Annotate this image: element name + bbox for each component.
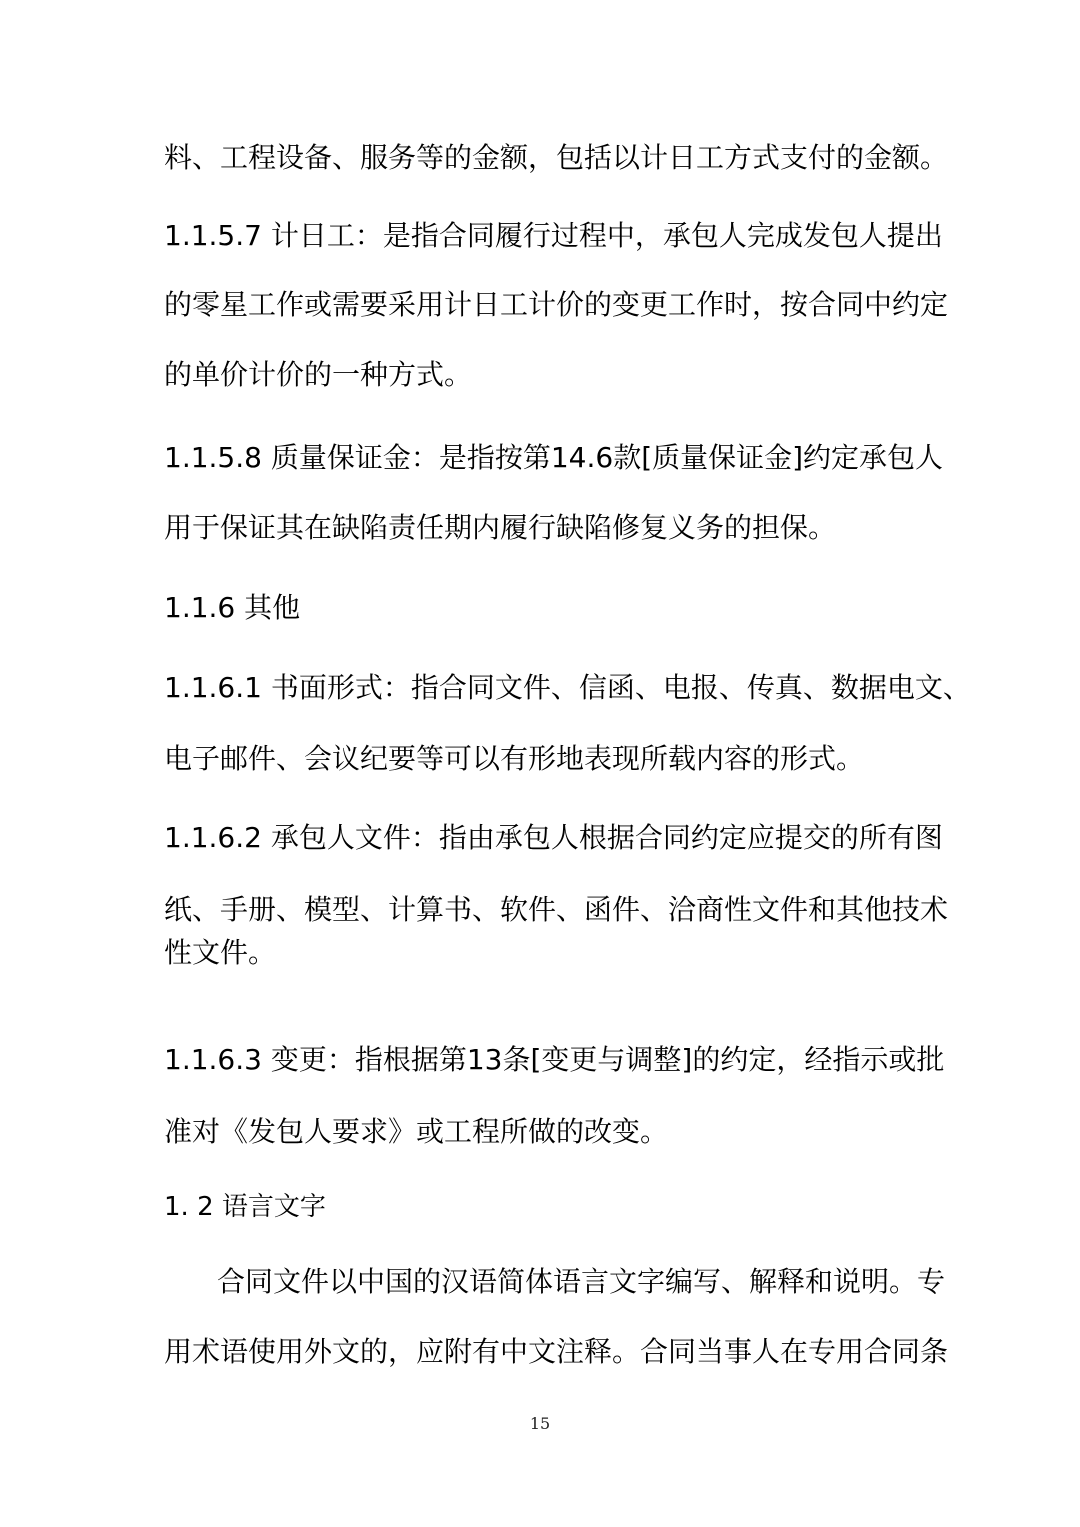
body-text-line: 用术语使用外文的，应附有中文注释。合同当事人在专用合同条 — [164, 1335, 949, 1368]
page-number: 15 — [529, 1414, 551, 1433]
clause-1-1-5-8: 1.1.5.8 质量保证金：是指按第14.6款[质量保证金]约定承包人 — [164, 441, 944, 474]
clause-1-1-6-3: 1.1.6.3 变更：指根据第13条[变更与调整]的约定，经指示或批 — [164, 1043, 945, 1076]
body-text-line: 准对《发包人要求》或工程所做的改变。 — [164, 1115, 669, 1148]
body-text-line: 性文件。 — [164, 936, 277, 969]
clause-1-1-6-1: 1.1.6.1 书面形式：指合同文件、信函、电报、传真、数据电文、 — [164, 671, 971, 704]
paragraph-first-line: 合同文件以中国的汉语简体语言文字编写、解释和说明。专 — [217, 1265, 946, 1298]
section-heading-1-1-6: 1.1.6 其他 — [164, 591, 301, 624]
clause-1-1-5-7: 1.1.5.7 计日工：是指合同履行过程中，承包人完成发包人提出 — [164, 219, 943, 252]
body-text-line: 的零星工作或需要采用计日工计价的变更工作时，按合同中约定 — [164, 288, 949, 321]
body-text-line: 纸、手册、模型、计算书、软件、函件、洽商性文件和其他技术 — [164, 893, 949, 926]
body-text-line: 用于保证其在缺陷责任期内履行缺陷修复义务的担保。 — [164, 511, 837, 544]
body-text-line: 料、工程设备、服务等的金额，包括以计日工方式支付的金额。 — [164, 141, 949, 174]
body-text-line: 的单价计价的一种方式。 — [164, 358, 473, 391]
body-text-line: 电子邮件、会议纪要等可以有形地表现所载内容的形式。 — [164, 742, 865, 775]
section-heading-1-2: 1. 2 语言文字 — [164, 1192, 326, 1222]
clause-1-1-6-2: 1.1.6.2 承包人文件：指由承包人根据合同约定应提交的所有图 — [164, 821, 943, 854]
